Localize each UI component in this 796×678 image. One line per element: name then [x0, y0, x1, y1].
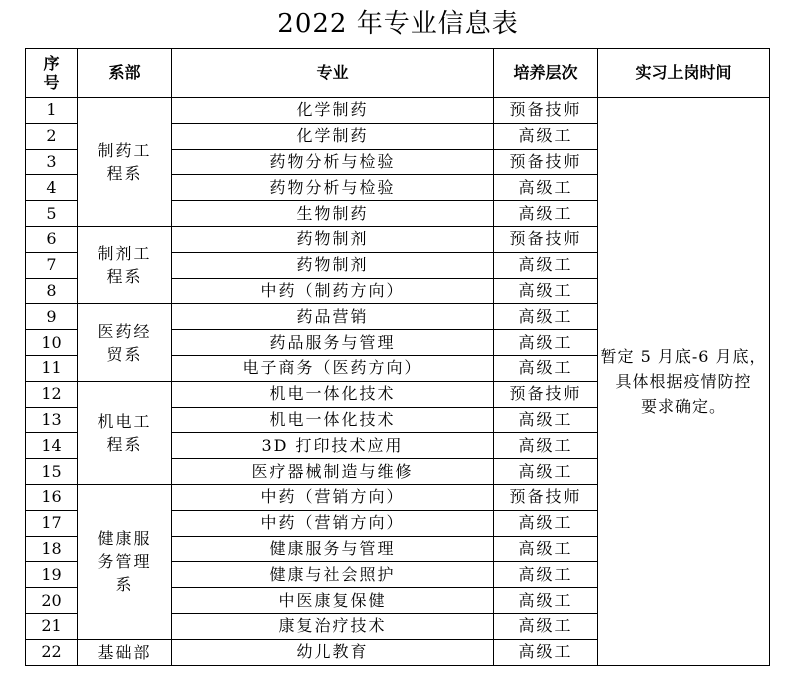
level-cell: 高级工	[494, 355, 598, 381]
dept-cell: 机电工 程系	[78, 381, 172, 484]
row-number: 8	[26, 278, 78, 304]
major-cell: 生物制药	[172, 201, 494, 227]
level-cell: 高级工	[494, 175, 598, 201]
row-number: 17	[26, 510, 78, 536]
level-cell: 高级工	[494, 639, 598, 665]
level-cell: 预备技师	[494, 98, 598, 124]
major-cell: 健康服务与管理	[172, 536, 494, 562]
dept-cell: 医药经 贸系	[78, 304, 172, 381]
row-number: 1	[26, 98, 78, 124]
header-level: 培养层次	[494, 49, 598, 98]
dept-cell: 基础部	[78, 639, 172, 665]
major-cell: 机电一体化技术	[172, 381, 494, 407]
major-cell: 药品服务与管理	[172, 330, 494, 356]
major-cell: 药物分析与检验	[172, 149, 494, 175]
row-number: 5	[26, 201, 78, 227]
level-cell: 高级工	[494, 613, 598, 639]
major-info-table	[25, 48, 770, 666]
row-number: 12	[26, 381, 78, 407]
major-cell: 幼儿教育	[172, 639, 494, 665]
row-number: 3	[26, 149, 78, 175]
dept-cell: 制剂工 程系	[78, 226, 172, 303]
row-number: 14	[26, 433, 78, 459]
level-cell: 预备技师	[494, 226, 598, 252]
level-cell: 高级工	[494, 304, 598, 330]
row-number: 7	[26, 252, 78, 278]
major-cell: 医疗器械制造与维修	[172, 459, 494, 485]
row-number: 11	[26, 355, 78, 381]
row-number: 20	[26, 588, 78, 614]
row-number: 22	[26, 639, 78, 665]
row-number: 16	[26, 484, 78, 510]
major-cell: 中医康复保健	[172, 588, 494, 614]
level-cell: 高级工	[494, 201, 598, 227]
level-cell: 预备技师	[494, 149, 598, 175]
row-number: 6	[26, 226, 78, 252]
major-cell: 中药（营销方向）	[172, 510, 494, 536]
major-cell: 药物分析与检验	[172, 175, 494, 201]
major-cell: 药物制剂	[172, 226, 494, 252]
level-cell: 高级工	[494, 433, 598, 459]
row-number: 21	[26, 613, 78, 639]
row-number: 9	[26, 304, 78, 330]
header-dept: 系部	[78, 49, 172, 98]
table-row	[26, 98, 770, 124]
row-number: 2	[26, 123, 78, 149]
row-number: 4	[26, 175, 78, 201]
major-cell: 中药（营销方向）	[172, 484, 494, 510]
internship-note: 暂定 5 月底-6 月底， 具体根据疫情防控 要求确定。	[598, 98, 770, 666]
level-cell: 高级工	[494, 536, 598, 562]
major-cell: 康复治疗技术	[172, 613, 494, 639]
row-number: 18	[26, 536, 78, 562]
level-cell: 高级工	[494, 588, 598, 614]
level-cell: 高级工	[494, 407, 598, 433]
level-cell: 高级工	[494, 562, 598, 588]
page-title: 2022 年专业信息表	[277, 9, 519, 39]
major-cell: 化学制药	[172, 123, 494, 149]
header-index: 序 号	[26, 49, 78, 98]
major-cell: 电子商务（医药方向）	[172, 355, 494, 381]
header-internship: 实习上岗时间	[598, 49, 770, 98]
row-number: 10	[26, 330, 78, 356]
major-cell: 化学制药	[172, 98, 494, 124]
level-cell: 预备技师	[494, 484, 598, 510]
row-number: 13	[26, 407, 78, 433]
level-cell: 预备技师	[494, 381, 598, 407]
table-header-row	[26, 49, 770, 98]
dept-cell: 制药工 程系	[78, 98, 172, 227]
major-cell: 药物制剂	[172, 252, 494, 278]
major-cell: 机电一体化技术	[172, 407, 494, 433]
level-cell: 高级工	[494, 459, 598, 485]
level-cell: 高级工	[494, 252, 598, 278]
level-cell: 高级工	[494, 510, 598, 536]
level-cell: 高级工	[494, 123, 598, 149]
level-cell: 高级工	[494, 278, 598, 304]
row-number: 15	[26, 459, 78, 485]
major-cell: 3D 打印技术应用	[172, 433, 494, 459]
row-number: 19	[26, 562, 78, 588]
major-cell: 中药（制药方向）	[172, 278, 494, 304]
dept-cell: 健康服 务管理 系	[78, 484, 172, 639]
major-cell: 药品营销	[172, 304, 494, 330]
header-major: 专业	[172, 49, 494, 98]
level-cell: 高级工	[494, 330, 598, 356]
major-cell: 健康与社会照护	[172, 562, 494, 588]
